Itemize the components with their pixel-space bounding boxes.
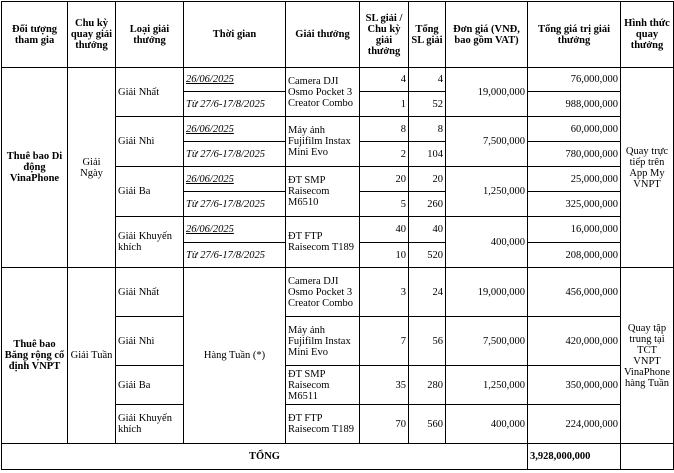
qty-cell: 7 (360, 317, 409, 366)
header-prize: Giải thưởng (286, 2, 360, 68)
prize-type-cell: Giải Khuyến khích (116, 217, 184, 268)
unit-price-cell: 19,000,000 (446, 268, 528, 317)
header-prize-type: Loại giải thưởng (116, 2, 184, 68)
prize-type-cell: Giải Nhì (116, 317, 184, 366)
qty-cell: 8 (360, 117, 409, 142)
time-cell: 26/06/2025 (184, 117, 286, 142)
qty-cell: 5 (360, 192, 409, 217)
total-qty-cell: 4 (409, 68, 446, 92)
prize-type-cell: Giải Ba (116, 366, 184, 405)
qty-cell: 1 (360, 92, 409, 117)
qty-cell: 70 (360, 405, 409, 444)
total-qty-cell: 56 (409, 317, 446, 366)
prize-type-cell: Giải Nhất (116, 68, 184, 117)
qty-cell: 10 (360, 243, 409, 268)
header-time: Thời gian (184, 2, 286, 68)
method-cell: Quay tập trung tại TCT VNPT VinaPhone hàng Tuần (621, 268, 674, 444)
prize-type-cell: Giải Khuyến khích (116, 405, 184, 444)
header-method: Hình thức quay thưởng (621, 2, 674, 68)
participant-cell: Thuê bao Băng rộng cố định VNPT (2, 268, 68, 444)
total-qty-cell: 52 (409, 92, 446, 117)
header-total-value: Tổng giá trị giải thưởng (528, 2, 621, 68)
total-qty-cell: 560 (409, 405, 446, 444)
total-qty-cell: 260 (409, 192, 446, 217)
table-row (2, 68, 674, 92)
time-cell: Từ 27/6-17/8/2025 (184, 142, 286, 167)
total-empty-cell (621, 444, 674, 470)
qty-cell: 20 (360, 167, 409, 192)
header-participant: Đối tượng tham gia (2, 2, 68, 68)
value-cell: 16,000,000 (528, 217, 621, 243)
unit-price-cell: 400,000 (446, 217, 528, 268)
prize-cell: Máy ảnh Fujifilm Instax Mini Evo (286, 117, 360, 167)
prize-cell: ĐT FTP Raisecom T189 (286, 405, 360, 444)
time-cell: Từ 27/6-17/8/2025 (184, 192, 286, 217)
time-cell: Từ 27/6-17/8/2025 (184, 92, 286, 117)
cycle-cell: Giải Ngày (68, 68, 116, 268)
value-cell: 350,000,000 (528, 366, 621, 405)
time-cell: 26/06/2025 (184, 68, 286, 92)
total-row (2, 444, 674, 470)
prize-table (1, 1, 674, 470)
header-row (2, 2, 674, 68)
header-qty-per-cycle: SL giải / Chu kỳ giải thưởng (360, 2, 409, 68)
cycle-cell: Giải Tuần (68, 268, 116, 444)
value-cell: 420,000,000 (528, 317, 621, 366)
header-cycle: Chu kỳ quay giải thưởng (68, 2, 116, 68)
total-qty-cell: 20 (409, 167, 446, 192)
method-cell: Quay trực tiếp trên App My VNPT (621, 68, 674, 268)
total-qty-cell: 104 (409, 142, 446, 167)
value-cell: 988,000,000 (528, 92, 621, 117)
qty-cell: 4 (360, 68, 409, 92)
value-cell: 325,000,000 (528, 192, 621, 217)
total-label: TỔNG (2, 444, 528, 470)
unit-price-cell: 400,000 (446, 405, 528, 444)
prize-type-cell: Giải Nhất (116, 268, 184, 317)
prize-cell: Camera DJI Osmo Pocket 3 Creator Combo (286, 268, 360, 317)
time-cell: Hàng Tuần (*) (184, 268, 286, 444)
total-qty-cell: 40 (409, 217, 446, 243)
table-row (2, 268, 674, 317)
value-cell: 780,000,000 (528, 142, 621, 167)
value-cell: 25,000,000 (528, 167, 621, 192)
participant-cell: Thuê bao Di động VinaPhone (2, 68, 68, 268)
total-qty-cell: 8 (409, 117, 446, 142)
qty-cell: 2 (360, 142, 409, 167)
unit-price-cell: 7,500,000 (446, 317, 528, 366)
value-cell: 208,000,000 (528, 243, 621, 268)
total-qty-cell: 280 (409, 366, 446, 405)
prize-cell: Máy ảnh Fujifilm Instax Mini Evo (286, 317, 360, 366)
total-qty-cell: 520 (409, 243, 446, 268)
total-value: 3,928,000,000 (528, 444, 621, 470)
unit-price-cell: 7,500,000 (446, 117, 528, 167)
header-total-qty: Tổng SL giải (409, 2, 446, 68)
value-cell: 76,000,000 (528, 68, 621, 92)
unit-price-cell: 1,250,000 (446, 167, 528, 217)
value-cell: 456,000,000 (528, 268, 621, 317)
time-cell: 26/06/2025 (184, 167, 286, 192)
prize-cell: ĐT SMP Raisecom M6511 (286, 366, 360, 405)
time-cell: 26/06/2025 (184, 217, 286, 243)
qty-cell: 3 (360, 268, 409, 317)
prize-type-cell: Giải Nhì (116, 117, 184, 167)
total-qty-cell: 24 (409, 268, 446, 317)
prize-cell: ĐT FTP Raisecom T189 (286, 217, 360, 268)
value-cell: 60,000,000 (528, 117, 621, 142)
qty-cell: 35 (360, 366, 409, 405)
unit-price-cell: 1,250,000 (446, 366, 528, 405)
header-unit-price: Đơn giá (VNĐ, bao gồm VAT) (446, 2, 528, 68)
time-cell: Từ 27/6-17/8/2025 (184, 243, 286, 268)
prize-cell: Camera DJI Osmo Pocket 3 Creator Combo (286, 68, 360, 117)
unit-price-cell: 19,000,000 (446, 68, 528, 117)
value-cell: 224,000,000 (528, 405, 621, 444)
prize-type-cell: Giải Ba (116, 167, 184, 217)
prize-cell: ĐT SMP Raisecom M6510 (286, 167, 360, 217)
qty-cell: 40 (360, 217, 409, 243)
